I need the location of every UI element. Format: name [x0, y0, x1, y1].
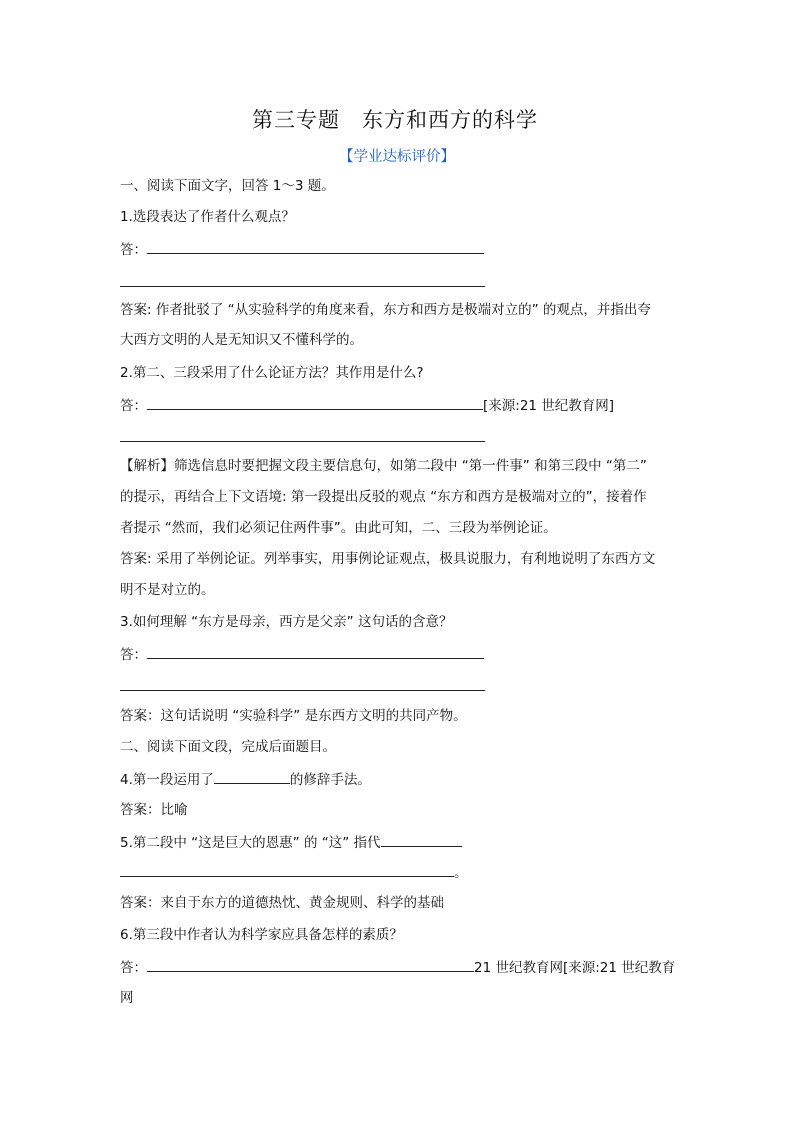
q5-answer: 答案：来自于东方的道德热忱、黄金规则、科学的基础 — [120, 895, 444, 911]
q2-answer-line-1: 答案: 采用了举例论证。列举事实，用事例论证观点，极具说服力，有利地说明了东西方文 — [120, 551, 656, 567]
answer-line-q2 — [120, 395, 614, 416]
answer-line-q3 — [120, 644, 484, 665]
answer-prefix: 答： — [120, 647, 147, 663]
q2-analysis-line-3: 者提示 “然而，我们必须记住两件事”。由此可知，二、三段为举例论证。 — [120, 520, 557, 536]
question-3: 3.如何理解 “东方是母亲，西方是父亲” 这句话的含意？ — [120, 614, 453, 630]
fill-blank[interactable] — [381, 832, 462, 847]
q5-text: 5.第二段中 “这是巨大的恩惠” 的 “这” 指代 — [120, 835, 381, 851]
q2-analysis-line-2: 的提示，再结合上下文语境: 第一段提出反驳的观点 “东方和西方是极端对立的”，接着作 — [120, 489, 647, 505]
answer-blank[interactable] — [147, 239, 484, 254]
q5-end: 。 — [454, 865, 468, 881]
answer-line-q1 — [120, 239, 484, 260]
q5-continuation — [120, 862, 468, 883]
answer-blank[interactable] — [147, 395, 483, 410]
q6-source-note-cont: 网 — [120, 990, 134, 1006]
section-heading-2: 二、阅读下面文段，完成后面题目。 — [120, 739, 336, 755]
page-title: 第三专题 东方和西方的科学 — [252, 108, 538, 132]
question-4 — [120, 769, 371, 790]
answer-prefix: 答： — [120, 398, 147, 414]
answer-line-q6 — [120, 957, 675, 978]
q1-answer-line-2: 大西方文明的人是无知识又不懂科学的。 — [120, 332, 363, 348]
answer-prefix: 答： — [120, 242, 147, 258]
question-6: 6.第三段中作者认为科学家应具备怎样的素质？ — [120, 927, 403, 943]
section-heading-1: 一、阅读下面文字，回答 1～3 题。 — [120, 178, 335, 194]
fill-blank[interactable] — [214, 769, 290, 784]
section-subtitle: 【学业达标评价】 — [339, 149, 455, 165]
question-1: 1.选段表达了作者什么观点？ — [120, 209, 295, 225]
answer-rule[interactable] — [120, 690, 485, 691]
q6-source-note: 21 世纪教育网[来源:21 世纪教育 — [474, 960, 676, 976]
q4-answer: 答案：比喻 — [120, 802, 188, 818]
q4-suffix: 的修辞手法。 — [289, 772, 371, 788]
source-note: [来源:21 世纪教育网] — [483, 398, 615, 414]
answer-blank[interactable] — [147, 957, 474, 972]
question-2: 2.第二、三段采用了什么论证方法？其作用是什么? — [120, 365, 424, 381]
fill-blank[interactable] — [120, 862, 454, 877]
answer-prefix: 答： — [120, 960, 147, 976]
answer-rule[interactable] — [120, 441, 485, 442]
question-5 — [120, 832, 462, 853]
answer-rule[interactable] — [120, 286, 485, 287]
answer-blank[interactable] — [147, 644, 484, 659]
q2-answer-line-2: 明不是对立的。 — [120, 582, 215, 598]
q1-answer-line-1: 答案: 作者批驳了 “从实验科学的角度来看，东方和西方是极端对立的” 的观点，并指出夸 — [120, 302, 651, 318]
q4-prefix: 4.第一段运用了 — [120, 772, 214, 788]
q3-answer: 答案：这句话说明 “实验科学” 是东西方文明的共同产物。 — [120, 708, 467, 724]
q2-analysis-line-1: 【解析】筛选信息时要把握文段主要信息句，如第二段中 “第一件事” 和第三段中 “第二” — [120, 458, 647, 474]
